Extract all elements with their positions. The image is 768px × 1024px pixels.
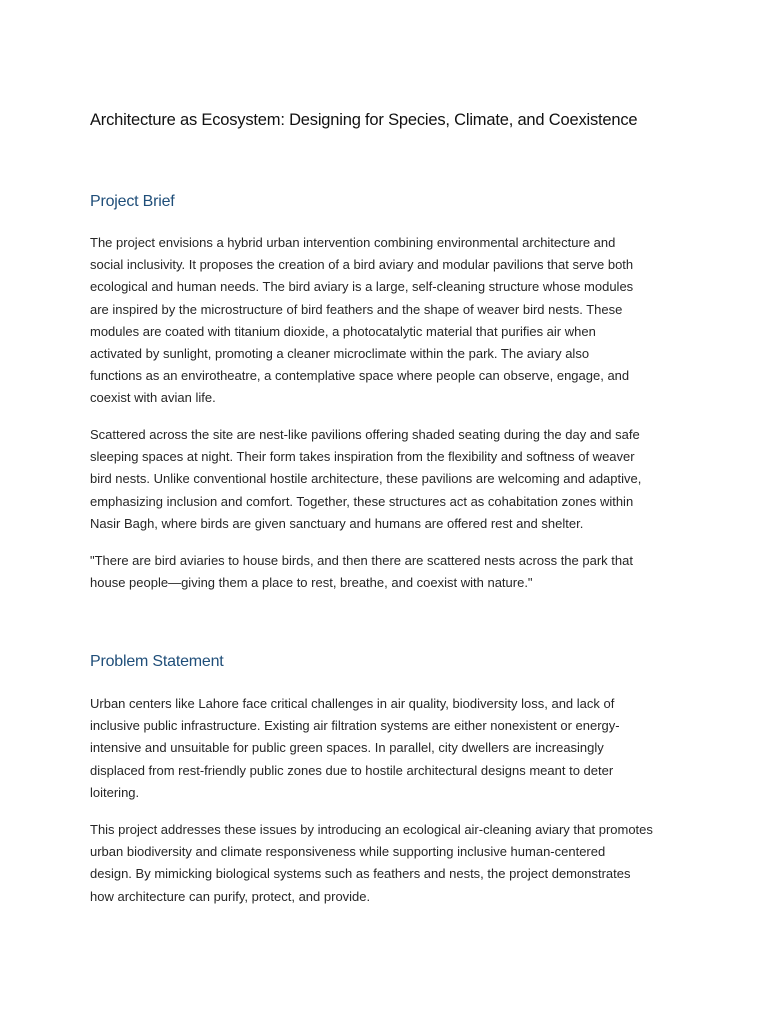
text-line: coexist with avian life. bbox=[90, 390, 216, 406]
text-line: This project addresses these issues by introducing an ecological air-cleaning aviary that promotes bbox=[90, 822, 653, 837]
text-line: intensive and unsuitable for public green spaces. In parallel, city dwellers are increasingly bbox=[90, 740, 604, 756]
text-line: Nasir Bagh, where birds are given sanctuary and humans are offered rest and shelter. bbox=[90, 515, 584, 531]
text-line: design. By mimicking biological systems such as feathers and nests, the project demonstrates bbox=[90, 866, 631, 882]
text-line: how architecture can purify, protect, and provide. bbox=[90, 888, 371, 904]
text-line: "There are bird aviaries to house birds, and then there are scattered nests across the park that bbox=[90, 553, 633, 568]
text-line: ecological and human needs. The bird aviary is a large, self-cleaning structure whose modules bbox=[90, 279, 634, 295]
paragraph-project-brief-2 bbox=[90, 424, 682, 535]
text-line: displaced from rest-friendly public zones due to hostile architectural designs meant to deter bbox=[90, 762, 614, 778]
text-line: social inclusivity. It proposes the creation of a bird aviary and modular pavilions that serve both bbox=[90, 257, 634, 273]
text-line: urban biodiversity and climate responsiveness while supporting inclusive human-centered bbox=[90, 844, 606, 860]
text-line: sleeping spaces at night. Their form takes inspiration from the flexibility and softness of weaver bbox=[90, 449, 635, 465]
document-title: Architecture as Ecosystem: Designing for Species, Climate, and Coexistence bbox=[90, 111, 638, 129]
text-line: inclusive public infrastructure. Existing air filtration systems are either nonexistent or energy- bbox=[90, 718, 620, 734]
text-line: Urban centers like Lahore face critical challenges in air quality, biodiversity loss, and lack of bbox=[90, 696, 615, 711]
section-heading-problem-statement: Problem Statement bbox=[90, 653, 224, 670]
text-line: loitering. bbox=[90, 784, 140, 800]
text-line: activated by sunlight, promoting a cleaner microclimate within the park. The aviary also bbox=[90, 346, 590, 362]
text-line: emphasizing inclusion and comfort. Together, these structures act as cohabitation zones within bbox=[90, 493, 634, 509]
paragraph-problem-statement-2 bbox=[90, 819, 682, 908]
text-line: The project envisions a hybrid urban intervention combining environmental architecture and bbox=[90, 235, 616, 250]
text-line: Scattered across the site are nest-like pavilions offering shaded seating during the day and safe bbox=[90, 427, 640, 442]
text-line: are inspired by the microstructure of bird feathers and the shape of weaver bird nests. These bbox=[90, 301, 623, 317]
paragraph-problem-statement-1 bbox=[90, 693, 682, 804]
paragraph-project-brief-quote bbox=[90, 550, 682, 594]
paragraph-project-brief-1 bbox=[90, 232, 682, 410]
section-heading-project-brief: Project Brief bbox=[90, 193, 175, 210]
text-line: modules are coated with titanium dioxide, a photocatalytic material that purifies air when bbox=[90, 323, 596, 339]
text-line: bird nests. Unlike conventional hostile architecture, these pavilions are welcoming and adaptive, bbox=[90, 471, 642, 487]
text-line: house people—giving them a place to rest, breathe, and coexist with nature." bbox=[90, 575, 533, 591]
text-line: functions as an envirotheatre, a contemplative space where people can observe, engage, and bbox=[90, 368, 630, 384]
